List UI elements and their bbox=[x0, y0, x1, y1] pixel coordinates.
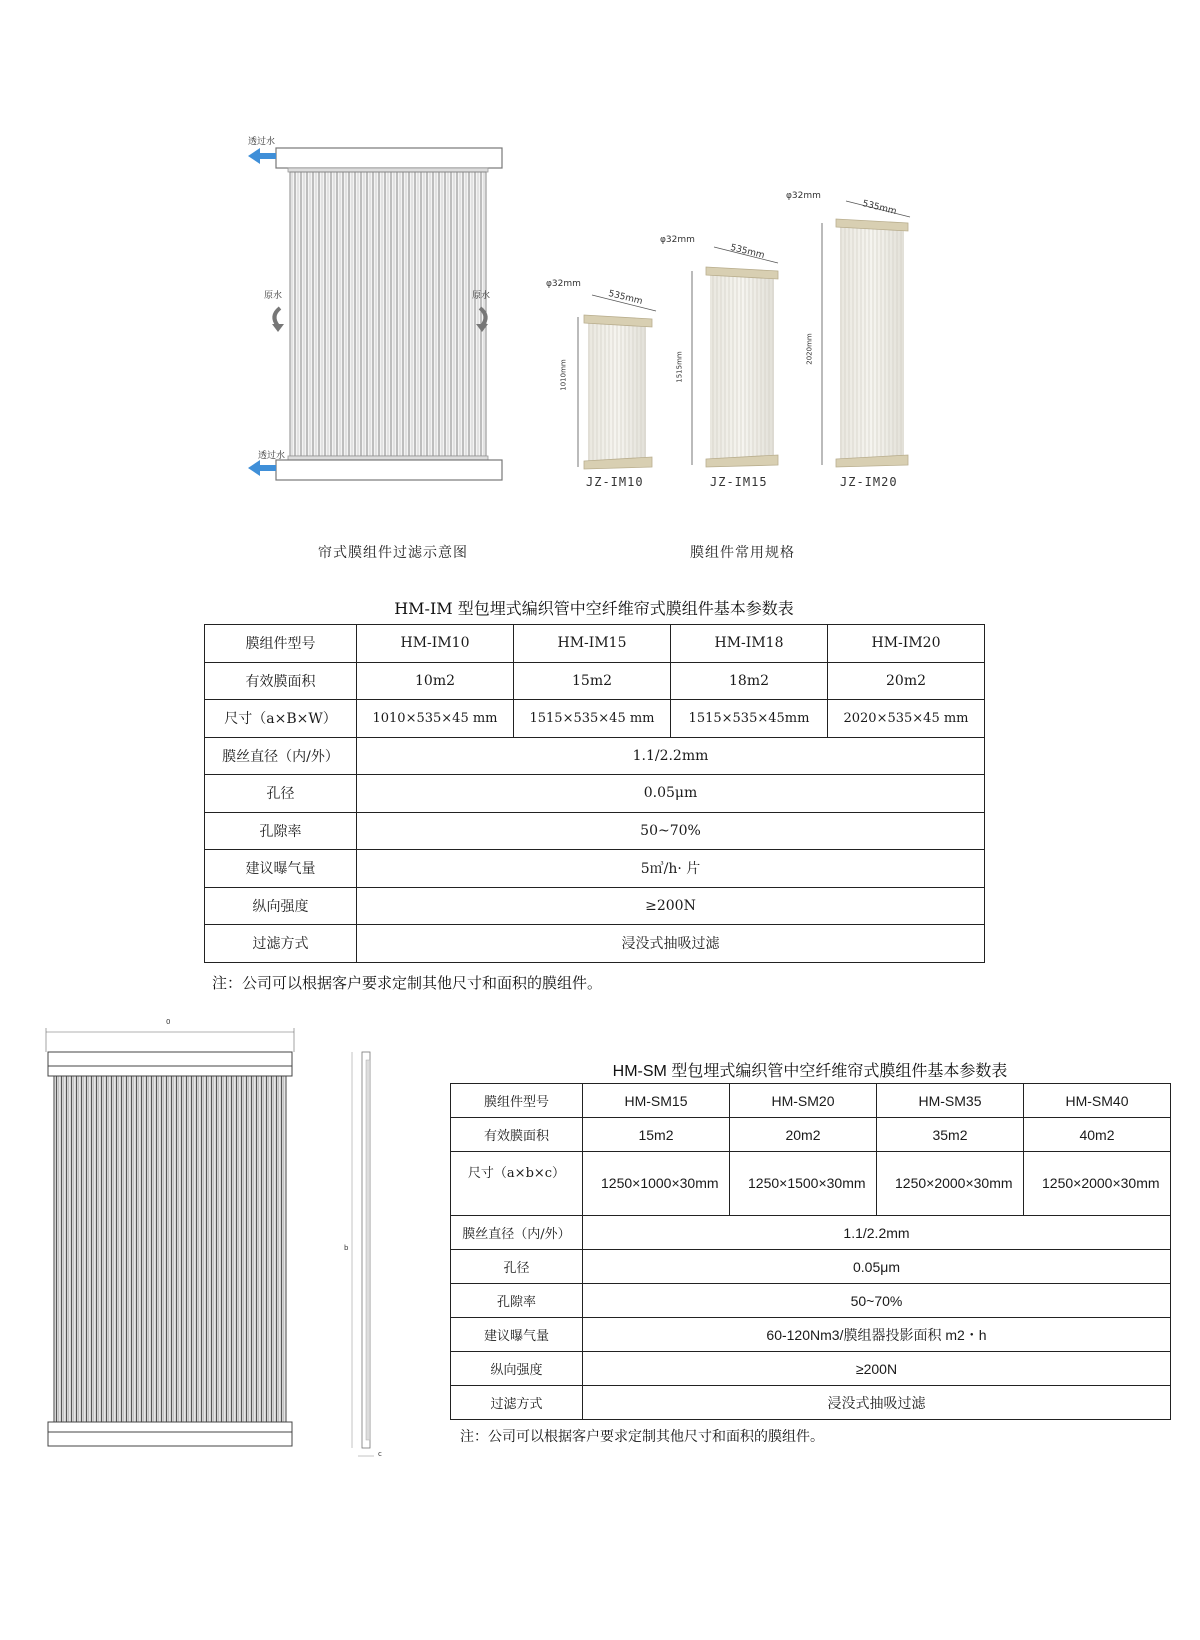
table2 bbox=[450, 1083, 1171, 1420]
table-cell: 20m2 bbox=[730, 1118, 877, 1152]
table-cell-label: 纵向强度 bbox=[205, 887, 357, 925]
model-label: JZ-IM20 bbox=[840, 475, 898, 489]
table-cell-label: 膜组件型号 bbox=[451, 1084, 583, 1118]
table-row bbox=[205, 850, 985, 888]
dimension-label: c bbox=[378, 1450, 382, 1458]
table-row bbox=[451, 1118, 1171, 1152]
height-dim-label: 2020mm bbox=[805, 333, 814, 365]
table-cell: 2020×535×45 mm bbox=[828, 700, 985, 738]
table-cell: HM-SM15 bbox=[583, 1084, 730, 1118]
table-cell: HM-SM35 bbox=[877, 1084, 1024, 1118]
membrane-schematic-drawing bbox=[240, 130, 520, 500]
table-cell-label: 过滤方式 bbox=[205, 925, 357, 963]
table-cell: HM-SM40 bbox=[1024, 1084, 1171, 1118]
table-cell: 5㎥/h· 片 bbox=[357, 850, 985, 888]
table-cell: HM-IM10 bbox=[357, 625, 514, 663]
table-row bbox=[205, 662, 985, 700]
pipe-dim-label: φ32mm bbox=[660, 235, 695, 245]
table-row bbox=[205, 925, 985, 963]
table-cell-label: 孔隙率 bbox=[451, 1284, 583, 1318]
front-side-view-drawing bbox=[40, 1022, 420, 1482]
table-cell: 1515×535×45 mm bbox=[514, 700, 671, 738]
outlet-label-bottom: 透过水 bbox=[258, 451, 286, 461]
table-cell-label: 纵向强度 bbox=[451, 1352, 583, 1386]
module-jz-im15 bbox=[692, 247, 778, 467]
width-dim-label: 535mm bbox=[607, 288, 644, 308]
table-row bbox=[451, 1352, 1171, 1386]
table2-title: HM-SM 型包埋式编织管中空纤维帘式膜组件基本参数表 bbox=[612, 1063, 1008, 1080]
outlet-label-top: 透过水 bbox=[248, 137, 276, 147]
table-cell: 15m2 bbox=[514, 662, 671, 700]
module-sizes-drawing bbox=[560, 195, 980, 515]
table-cell: 1250×2000×30mm bbox=[1024, 1152, 1171, 1216]
table-cell-label: 孔隙率 bbox=[205, 812, 357, 850]
arrow-left-icon bbox=[248, 460, 276, 476]
table-cell-label: 孔径 bbox=[451, 1250, 583, 1284]
table1-note: 注：公司可以根据客户要求定制其他尺寸和面积的膜组件。 bbox=[212, 974, 603, 992]
table-cell: 1250×1500×30mm bbox=[730, 1152, 877, 1216]
table-cell: 1.1/2.2mm bbox=[583, 1216, 1171, 1250]
module-technical-drawing bbox=[40, 1018, 420, 1482]
model-label: JZ-IM15 bbox=[710, 475, 768, 489]
table-cell-label: 膜丝直径（内/外） bbox=[205, 737, 357, 775]
module-jz-im10 bbox=[578, 295, 656, 469]
width-dim-label: 535mm bbox=[729, 242, 766, 262]
table-cell: 浸没式抽吸过滤 bbox=[583, 1386, 1171, 1420]
width-dim-label: 535mm bbox=[861, 198, 898, 218]
table-row bbox=[451, 1284, 1171, 1318]
table-cell-label: 建议曝气量 bbox=[205, 850, 357, 888]
specs-caption: 膜组件常用规格 bbox=[690, 545, 795, 561]
table-row bbox=[451, 1152, 1171, 1216]
pipe-dim-label: φ32mm bbox=[546, 279, 581, 289]
table-cell: 60-120Nm3/膜组器投影面积 m2・h bbox=[583, 1318, 1171, 1352]
arrow-left-icon bbox=[248, 148, 276, 164]
table-row bbox=[451, 1084, 1171, 1118]
table1-title: HM-IM 型包埋式编织管中空纤维帘式膜组件基本参数表 bbox=[394, 599, 794, 618]
table-cell: 1515×535×45mm bbox=[671, 700, 828, 738]
filtration-schematic bbox=[240, 130, 520, 500]
table-cell-label: 有效膜面积 bbox=[205, 662, 357, 700]
table-cell: HM-SM20 bbox=[730, 1084, 877, 1118]
table-cell: 15m2 bbox=[583, 1118, 730, 1152]
table-cell: HM-IM18 bbox=[671, 625, 828, 663]
table-cell: 1250×1000×30mm bbox=[583, 1152, 730, 1216]
pipe-dim-label: φ32mm bbox=[786, 191, 821, 201]
table-row bbox=[205, 737, 985, 775]
height-dim-label: 1515mm bbox=[675, 351, 684, 383]
table-row bbox=[205, 812, 985, 850]
table-cell-label: 尺寸（a×B×W） bbox=[205, 700, 357, 738]
table-cell-label: 有效膜面积 bbox=[451, 1118, 583, 1152]
raw-water-label-right: 原水 bbox=[472, 291, 491, 301]
curved-arrow-icon bbox=[274, 308, 280, 326]
table-cell: 20m2 bbox=[828, 662, 985, 700]
table-row bbox=[451, 1318, 1171, 1352]
table-cell: 1.1/2.2mm bbox=[357, 737, 985, 775]
table-row bbox=[205, 625, 985, 663]
table-cell: HM-IM20 bbox=[828, 625, 985, 663]
raw-water-label-left: 原水 bbox=[264, 291, 283, 301]
table-cell: 50~70% bbox=[583, 1284, 1171, 1318]
table-row bbox=[451, 1386, 1171, 1420]
table-cell-label: 尺寸（a×b×c） bbox=[451, 1152, 583, 1216]
table-cell-label: 膜丝直径（内/外） bbox=[451, 1216, 583, 1250]
table-cell: 1010×535×45 mm bbox=[357, 700, 514, 738]
model-label: JZ-IM10 bbox=[586, 475, 644, 489]
table-cell: 50~70% bbox=[357, 812, 985, 850]
table-cell: 1250×2000×30mm bbox=[877, 1152, 1024, 1216]
dimension-label: b bbox=[344, 1244, 349, 1252]
schematic-caption: 帘式膜组件过滤示意图 bbox=[318, 545, 468, 561]
table-cell: 浸没式抽吸过滤 bbox=[357, 925, 985, 963]
table-cell-label: 建议曝气量 bbox=[451, 1318, 583, 1352]
table-cell: HM-IM15 bbox=[514, 625, 671, 663]
table-cell-label: 孔径 bbox=[205, 775, 357, 813]
table-row bbox=[451, 1216, 1171, 1250]
table-cell: 35m2 bbox=[877, 1118, 1024, 1152]
table-row bbox=[451, 1250, 1171, 1284]
table-row bbox=[205, 775, 985, 813]
table-cell: ≥200N bbox=[357, 887, 985, 925]
table-cell: 0.05μm bbox=[357, 775, 985, 813]
table-row bbox=[205, 700, 985, 738]
table2-note: 注：公司可以根据客户要求定制其他尺寸和面积的膜组件。 bbox=[460, 1429, 824, 1445]
table1 bbox=[204, 624, 985, 963]
table-cell: 18m2 bbox=[671, 662, 828, 700]
table-cell: 40m2 bbox=[1024, 1118, 1171, 1152]
table-cell: ≥200N bbox=[583, 1352, 1171, 1386]
table-cell-label: 过滤方式 bbox=[451, 1386, 583, 1420]
height-dim-label: 1010mm bbox=[559, 359, 568, 391]
table-cell: 0.05μm bbox=[583, 1250, 1171, 1284]
module-jz-im20 bbox=[822, 198, 910, 467]
dimension-label: 0 bbox=[166, 1018, 171, 1026]
table-row bbox=[205, 887, 985, 925]
module-specs bbox=[546, 191, 980, 515]
table-cell-label: 膜组件型号 bbox=[205, 625, 357, 663]
table-cell: 10m2 bbox=[357, 662, 514, 700]
